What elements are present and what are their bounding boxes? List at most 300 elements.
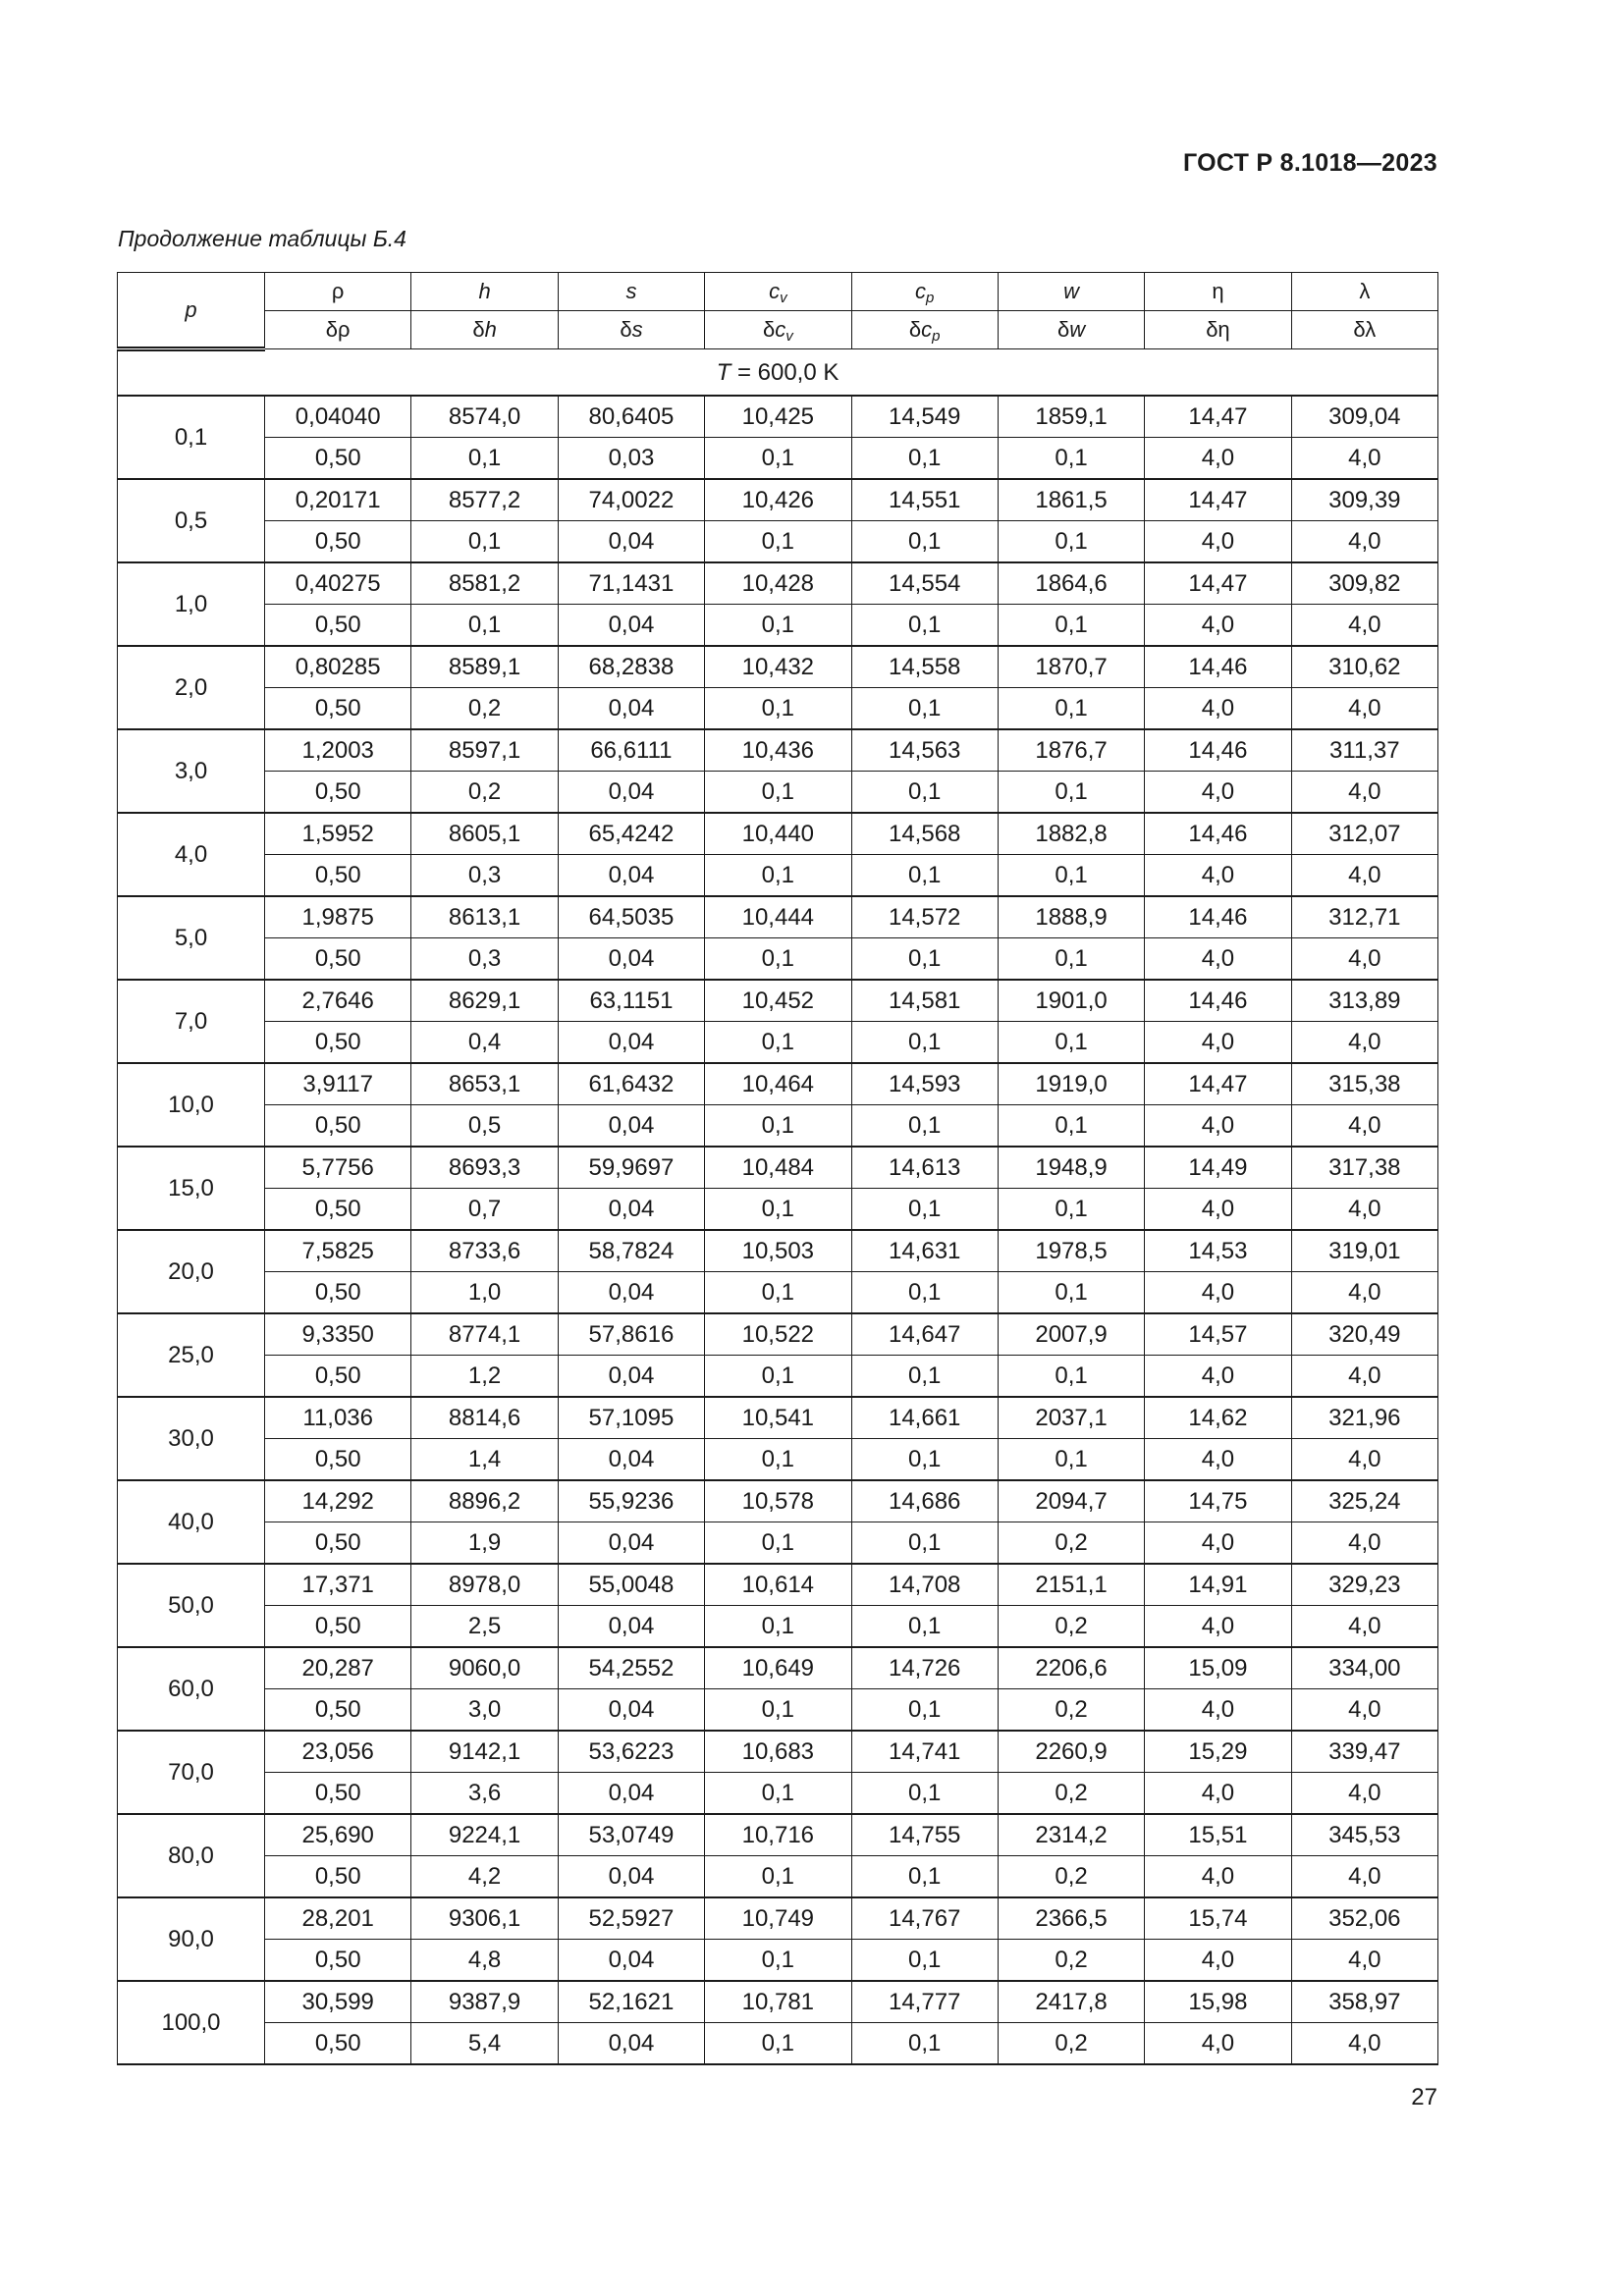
uncertainty-cell: 0,1	[705, 1272, 851, 1314]
pressure-cell: 5,0	[118, 896, 265, 980]
uncertainty-cell: 0,1	[705, 1773, 851, 1815]
uncertainty-symbol: c	[921, 317, 933, 342]
uncertainty-cell: 4,0	[1291, 605, 1437, 647]
uncertainty-cell: 4,0	[1145, 605, 1291, 647]
uncertainty-cell: 0,04	[558, 1439, 704, 1481]
uncertainty-cell: 0,1	[411, 438, 558, 480]
value-cell: 14,91	[1145, 1564, 1291, 1606]
value-cell: 14,593	[851, 1063, 998, 1105]
uncertainty-prefix: δ	[762, 317, 776, 342]
uncertainty-cell: 4,0	[1145, 1606, 1291, 1648]
uncertainty-cell: 0,1	[411, 521, 558, 563]
value-cell: 10,781	[705, 1981, 851, 2023]
uncertainty-cell: 0,1	[998, 938, 1144, 981]
value-cell: 1876,7	[998, 729, 1144, 772]
table-row-values	[118, 479, 1438, 521]
value-cell: 8693,3	[411, 1147, 558, 1189]
value-cell: 57,8616	[558, 1313, 704, 1356]
value-cell: 14,49	[1145, 1147, 1291, 1189]
uncertainty-cell: 0,1	[705, 2023, 851, 2065]
column-symbol-subscript: v	[780, 290, 787, 306]
uncertainty-cell: 4,0	[1291, 688, 1437, 730]
uncertainty-cell: 4,0	[1291, 2023, 1437, 2065]
uncertainty-cell: 0,50	[265, 772, 411, 814]
value-cell: 54,2552	[558, 1647, 704, 1689]
uncertainty-cell: 4,0	[1291, 1272, 1437, 1314]
value-cell: 64,5035	[558, 896, 704, 938]
pressure-cell: 7,0	[118, 980, 265, 1063]
uncertainty-cell: 4,0	[1145, 1356, 1291, 1398]
uncertainty-cell: 0,50	[265, 1773, 411, 1815]
pressure-block	[118, 1147, 1438, 1230]
uncertainty-cell: 0,1	[705, 1189, 851, 1231]
value-cell: 10,649	[705, 1647, 851, 1689]
value-cell: 14,767	[851, 1897, 998, 1940]
uncertainty-cell: 1,0	[411, 1272, 558, 1314]
uncertainty-cell: 0,1	[705, 1522, 851, 1565]
uncertainty-cell: 0,1	[851, 1856, 998, 1898]
uncertainty-cell: 5,4	[411, 2023, 558, 2065]
uncertainty-cell: 0,3	[411, 938, 558, 981]
uncertainty-cell: 0,1	[851, 2023, 998, 2065]
uncertainty-cell: 0,50	[265, 438, 411, 480]
column-header-5	[998, 273, 1144, 311]
value-cell: 14,726	[851, 1647, 998, 1689]
uncertainty-cell: 0,1	[411, 605, 558, 647]
table-row-values	[118, 562, 1438, 605]
uncertainty-cell: 0,04	[558, 1272, 704, 1314]
value-cell: 14,572	[851, 896, 998, 938]
uncertainty-cell: 4,0	[1291, 855, 1437, 897]
uncertainty-cell: 0,1	[998, 1105, 1144, 1148]
value-cell: 57,1095	[558, 1397, 704, 1439]
uncertainty-cell: 0,1	[705, 1022, 851, 1064]
value-cell: 2037,1	[998, 1397, 1144, 1439]
pressure-cell: 3,0	[118, 729, 265, 813]
value-cell: 14,568	[851, 813, 998, 855]
uncertainty-prefix: δ	[1056, 317, 1070, 342]
value-cell: 0,40275	[265, 562, 411, 605]
uncertainty-cell: 0,50	[265, 521, 411, 563]
uncertainty-cell: 4,0	[1145, 1689, 1291, 1732]
value-cell: 10,440	[705, 813, 851, 855]
uncertainty-cell: 0,1	[851, 1522, 998, 1565]
value-cell: 1882,8	[998, 813, 1144, 855]
pressure-cell: 30,0	[118, 1397, 265, 1480]
value-cell: 352,06	[1291, 1897, 1437, 1940]
standard-code: ГОСТ Р 8.1018—2023	[1182, 149, 1437, 177]
value-cell: 1859,1	[998, 396, 1144, 438]
value-cell: 315,38	[1291, 1063, 1437, 1105]
pressure-cell: 0,5	[118, 479, 265, 562]
value-cell: 8774,1	[411, 1313, 558, 1356]
temperature-label	[118, 349, 1438, 397]
table-row-values	[118, 1230, 1438, 1272]
uncertainty-cell: 4,0	[1145, 1105, 1291, 1148]
uncertainty-cell: 0,1	[851, 855, 998, 897]
value-cell: 2094,7	[998, 1480, 1144, 1522]
page-number: 27	[1411, 2084, 1437, 2110]
table-caption: Продолжение таблицы Б.4	[118, 226, 406, 251]
value-cell: 14,631	[851, 1230, 998, 1272]
uncertainty-symbol: h	[484, 317, 497, 342]
value-cell: 309,39	[1291, 479, 1437, 521]
table-row-uncertainty	[118, 605, 1438, 647]
table-row-uncertainty	[118, 1940, 1438, 1982]
value-cell: 312,71	[1291, 896, 1437, 938]
table-row-values	[118, 1063, 1438, 1105]
value-cell: 10,522	[705, 1313, 851, 1356]
pressure-cell: 80,0	[118, 1814, 265, 1897]
value-cell: 55,0048	[558, 1564, 704, 1606]
value-cell: 2366,5	[998, 1897, 1144, 1940]
uncertainty-cell: 0,50	[265, 1189, 411, 1231]
value-cell: 53,0749	[558, 1814, 704, 1856]
value-cell: 1901,0	[998, 980, 1144, 1022]
column-symbol: λ	[1359, 279, 1371, 303]
uncertainty-cell: 0,5	[411, 1105, 558, 1148]
value-cell: 10,749	[705, 1897, 851, 1940]
uncertainty-cell: 0,50	[265, 688, 411, 730]
value-cell: 1864,6	[998, 562, 1144, 605]
value-cell: 1,2003	[265, 729, 411, 772]
value-cell: 8589,1	[411, 646, 558, 688]
value-cell: 52,5927	[558, 1897, 704, 1940]
uncertainty-cell: 0,1	[851, 1022, 998, 1064]
uncertainty-cell: 4,0	[1291, 1105, 1437, 1148]
uncertainty-cell: 4,0	[1145, 1940, 1291, 1982]
value-cell: 74,0022	[558, 479, 704, 521]
value-cell: 310,62	[1291, 646, 1437, 688]
uncertainty-prefix: δ	[472, 317, 485, 342]
value-cell: 14,46	[1145, 813, 1291, 855]
value-cell: 2,7646	[265, 980, 411, 1022]
uncertainty-cell: 4,0	[1291, 438, 1437, 480]
pressure-block	[118, 896, 1438, 980]
uncertainty-cell: 0,50	[265, 2023, 411, 2065]
uncertainty-cell: 0,4	[411, 1022, 558, 1064]
uncertainty-cell: 1,2	[411, 1356, 558, 1398]
value-cell: 14,549	[851, 396, 998, 438]
pressure-block	[118, 1897, 1438, 1981]
value-cell: 2007,9	[998, 1313, 1144, 1356]
pressure-block	[118, 1731, 1438, 1814]
uncertainty-cell: 0,1	[998, 605, 1144, 647]
table-row-values	[118, 1397, 1438, 1439]
value-cell: 15,74	[1145, 1897, 1291, 1940]
value-cell: 14,46	[1145, 646, 1291, 688]
uncertainty-cell: 0,1	[851, 1189, 998, 1231]
value-cell: 1861,5	[998, 479, 1144, 521]
value-cell: 14,57	[1145, 1313, 1291, 1356]
uncertainty-cell: 0,1	[705, 521, 851, 563]
value-cell: 14,46	[1145, 729, 1291, 772]
value-cell: 334,00	[1291, 1647, 1437, 1689]
value-cell: 15,29	[1145, 1731, 1291, 1773]
value-cell: 8581,2	[411, 562, 558, 605]
pressure-block	[118, 396, 1438, 479]
uncertainty-cell: 0,2	[998, 1689, 1144, 1732]
value-cell: 14,581	[851, 980, 998, 1022]
uncertainty-cell: 4,0	[1145, 1189, 1291, 1231]
uncertainty-cell: 0,04	[558, 1940, 704, 1982]
table-row-values	[118, 896, 1438, 938]
uncertainty-cell: 0,50	[265, 1105, 411, 1148]
value-cell: 14,47	[1145, 396, 1291, 438]
column-header-7	[1291, 273, 1437, 311]
uncertainty-cell: 0,1	[998, 1022, 1144, 1064]
pressure-cell: 4,0	[118, 813, 265, 896]
table-row-values	[118, 1147, 1438, 1189]
value-cell: 14,777	[851, 1981, 998, 2023]
value-cell: 345,53	[1291, 1814, 1437, 1856]
pressure-block	[118, 980, 1438, 1063]
value-cell: 8653,1	[411, 1063, 558, 1105]
uncertainty-cell: 4,0	[1291, 1189, 1437, 1231]
uncertainty-cell: 4,0	[1291, 521, 1437, 563]
table-row-uncertainty	[118, 772, 1438, 814]
uncertainty-cell: 3,6	[411, 1773, 558, 1815]
uncertainty-cell: 0,1	[998, 855, 1144, 897]
value-cell: 8896,2	[411, 1480, 558, 1522]
uncertainty-symbol: s	[631, 317, 643, 342]
value-cell: 14,75	[1145, 1480, 1291, 1522]
value-cell: 312,07	[1291, 813, 1437, 855]
pressure-cell: 90,0	[118, 1897, 265, 1981]
value-cell: 11,036	[265, 1397, 411, 1439]
value-cell: 325,24	[1291, 1480, 1437, 1522]
value-cell: 25,690	[265, 1814, 411, 1856]
value-cell: 63,1151	[558, 980, 704, 1022]
temperature-section-row	[118, 349, 1438, 397]
uncertainty-cell: 0,04	[558, 688, 704, 730]
value-cell: 9060,0	[411, 1647, 558, 1689]
value-cell: 28,201	[265, 1897, 411, 1940]
table-row-uncertainty	[118, 1606, 1438, 1648]
table-row-values	[118, 1731, 1438, 1773]
value-cell: 58,7824	[558, 1230, 704, 1272]
pressure-block	[118, 813, 1438, 896]
uncertainty-cell: 0,04	[558, 605, 704, 647]
value-cell: 14,661	[851, 1397, 998, 1439]
table-row-uncertainty	[118, 1272, 1438, 1314]
column-header-2	[558, 273, 704, 311]
uncertainty-cell: 0,2	[998, 1522, 1144, 1565]
uncertainty-header-5	[998, 311, 1144, 349]
value-cell: 59,9697	[558, 1147, 704, 1189]
table-row-values	[118, 1480, 1438, 1522]
uncertainty-cell: 0,04	[558, 1856, 704, 1898]
uncertainty-cell: 0,50	[265, 1356, 411, 1398]
value-cell: 329,23	[1291, 1564, 1437, 1606]
column-symbol: c	[915, 279, 927, 303]
value-cell: 358,97	[1291, 1981, 1437, 2023]
header-row-symbols	[118, 273, 1438, 311]
uncertainty-cell: 0,04	[558, 1522, 704, 1565]
uncertainty-cell: 4,0	[1145, 855, 1291, 897]
pressure-block	[118, 1981, 1438, 2064]
value-cell: 10,503	[705, 1230, 851, 1272]
value-cell: 15,51	[1145, 1814, 1291, 1856]
uncertainty-header-2	[558, 311, 704, 349]
value-cell: 14,62	[1145, 1397, 1291, 1439]
uncertainty-cell: 0,1	[705, 1689, 851, 1732]
uncertainty-cell: 0,04	[558, 1689, 704, 1732]
uncertainty-header-7	[1291, 311, 1437, 349]
value-cell: 1948,9	[998, 1147, 1144, 1189]
uncertainty-header-0	[265, 311, 411, 349]
pressure-block	[118, 1564, 1438, 1647]
column-symbol: c	[769, 279, 781, 303]
value-cell: 3,9117	[265, 1063, 411, 1105]
uncertainty-cell: 4,0	[1291, 1856, 1437, 1898]
uncertainty-cell: 0,04	[558, 521, 704, 563]
table-row-values	[118, 646, 1438, 688]
column-symbol: ρ	[331, 279, 345, 303]
value-cell: 8978,0	[411, 1564, 558, 1606]
value-cell: 1919,0	[998, 1063, 1144, 1105]
uncertainty-cell: 0,1	[851, 1689, 998, 1732]
uncertainty-subscript: p	[932, 328, 941, 345]
uncertainty-cell: 0,1	[705, 938, 851, 981]
value-cell: 66,6111	[558, 729, 704, 772]
value-cell: 10,464	[705, 1063, 851, 1105]
value-cell: 8733,6	[411, 1230, 558, 1272]
uncertainty-cell: 4,0	[1291, 1773, 1437, 1815]
table-header	[118, 273, 1438, 349]
uncertainty-cell: 0,1	[851, 1105, 998, 1148]
table-section	[118, 349, 1438, 397]
value-cell: 20,287	[265, 1647, 411, 1689]
value-cell: 14,647	[851, 1313, 998, 1356]
value-cell: 14,53	[1145, 1230, 1291, 1272]
value-cell: 10,432	[705, 646, 851, 688]
value-cell: 68,2838	[558, 646, 704, 688]
value-cell: 9142,1	[411, 1731, 558, 1773]
uncertainty-cell: 4,0	[1291, 1439, 1437, 1481]
uncertainty-cell: 0,2	[998, 1940, 1144, 1982]
column-header-4	[851, 273, 998, 311]
uncertainty-cell: 0,2	[998, 2023, 1144, 2065]
uncertainty-cell: 4,0	[1291, 1356, 1437, 1398]
uncertainty-header-1	[411, 311, 558, 349]
pressure-cell: 1,0	[118, 562, 265, 646]
value-cell: 10,436	[705, 729, 851, 772]
value-cell: 14,47	[1145, 479, 1291, 521]
uncertainty-cell: 0,04	[558, 1022, 704, 1064]
uncertainty-cell: 0,1	[851, 688, 998, 730]
uncertainty-cell: 4,2	[411, 1856, 558, 1898]
value-cell: 61,6432	[558, 1063, 704, 1105]
value-cell: 23,056	[265, 1731, 411, 1773]
value-cell: 2151,1	[998, 1564, 1144, 1606]
uncertainty-cell: 0,1	[851, 1356, 998, 1398]
value-cell: 14,46	[1145, 980, 1291, 1022]
value-cell: 8574,0	[411, 396, 558, 438]
uncertainty-cell: 0,50	[265, 1272, 411, 1314]
pressure-cell: 0,1	[118, 396, 265, 479]
temperature-symbol: T	[716, 359, 731, 386]
pressure-block	[118, 1397, 1438, 1480]
uncertainty-cell: 0,04	[558, 1356, 704, 1398]
uncertainty-cell: 4,0	[1145, 938, 1291, 981]
table-row-uncertainty	[118, 521, 1438, 563]
value-cell: 15,09	[1145, 1647, 1291, 1689]
uncertainty-cell: 0,04	[558, 938, 704, 981]
value-cell: 10,716	[705, 1814, 851, 1856]
uncertainty-symbol: c	[775, 317, 786, 342]
value-cell: 8613,1	[411, 896, 558, 938]
uncertainty-cell: 4,0	[1145, 772, 1291, 814]
value-cell: 80,6405	[558, 396, 704, 438]
uncertainty-cell: 4,0	[1291, 1522, 1437, 1565]
value-cell: 10,426	[705, 479, 851, 521]
uncertainty-cell: 4,0	[1145, 1439, 1291, 1481]
uncertainty-cell: 0,04	[558, 1606, 704, 1648]
value-cell: 10,614	[705, 1564, 851, 1606]
value-cell: 321,96	[1291, 1397, 1437, 1439]
table-row-uncertainty	[118, 1105, 1438, 1148]
uncertainty-cell: 0,04	[558, 855, 704, 897]
table-row-uncertainty	[118, 2023, 1438, 2065]
value-cell: 14,563	[851, 729, 998, 772]
value-cell: 9387,9	[411, 1981, 558, 2023]
table-row-uncertainty	[118, 688, 1438, 730]
pressure-cell: 15,0	[118, 1147, 265, 1230]
uncertainty-cell: 0,2	[411, 772, 558, 814]
column-header-0	[265, 273, 411, 311]
uncertainty-cell: 1,4	[411, 1439, 558, 1481]
uncertainty-cell: 4,0	[1291, 1940, 1437, 1982]
pressure-cell: 50,0	[118, 1564, 265, 1647]
value-cell: 65,4242	[558, 813, 704, 855]
value-cell: 9306,1	[411, 1897, 558, 1940]
table-row-values	[118, 1313, 1438, 1356]
uncertainty-cell: 0,1	[705, 1356, 851, 1398]
table-row-uncertainty	[118, 1022, 1438, 1064]
value-cell: 9,3350	[265, 1313, 411, 1356]
uncertainty-cell: 0,1	[851, 1606, 998, 1648]
uncertainty-cell: 0,50	[265, 605, 411, 647]
uncertainty-cell: 0,1	[705, 1439, 851, 1481]
value-cell: 1870,7	[998, 646, 1144, 688]
pressure-block	[118, 479, 1438, 562]
uncertainty-cell: 1,9	[411, 1522, 558, 1565]
value-cell: 30,599	[265, 1981, 411, 2023]
uncertainty-header-3	[705, 311, 851, 349]
table-row-values	[118, 813, 1438, 855]
uncertainty-symbol: w	[1069, 317, 1086, 342]
uncertainty-prefix: δ	[620, 317, 632, 342]
uncertainty-cell: 0,1	[998, 688, 1144, 730]
uncertainty-prefix: δ	[908, 317, 922, 342]
uncertainty-header-6	[1145, 311, 1291, 349]
value-cell: 313,89	[1291, 980, 1437, 1022]
value-cell: 14,47	[1145, 562, 1291, 605]
value-cell: 10,541	[705, 1397, 851, 1439]
value-cell: 2314,2	[998, 1814, 1144, 1856]
uncertainty-cell: 0,1	[851, 938, 998, 981]
table-row-values	[118, 396, 1438, 438]
uncertainty-cell: 4,0	[1145, 521, 1291, 563]
uncertainty-cell: 0,04	[558, 772, 704, 814]
uncertainty-cell: 4,0	[1145, 1856, 1291, 1898]
uncertainty-prefix: δλ	[1353, 317, 1377, 342]
column-header-3	[705, 273, 851, 311]
table-row-uncertainty	[118, 1439, 1438, 1481]
uncertainty-cell: 0,1	[998, 438, 1144, 480]
uncertainty-cell: 0,04	[558, 1105, 704, 1148]
